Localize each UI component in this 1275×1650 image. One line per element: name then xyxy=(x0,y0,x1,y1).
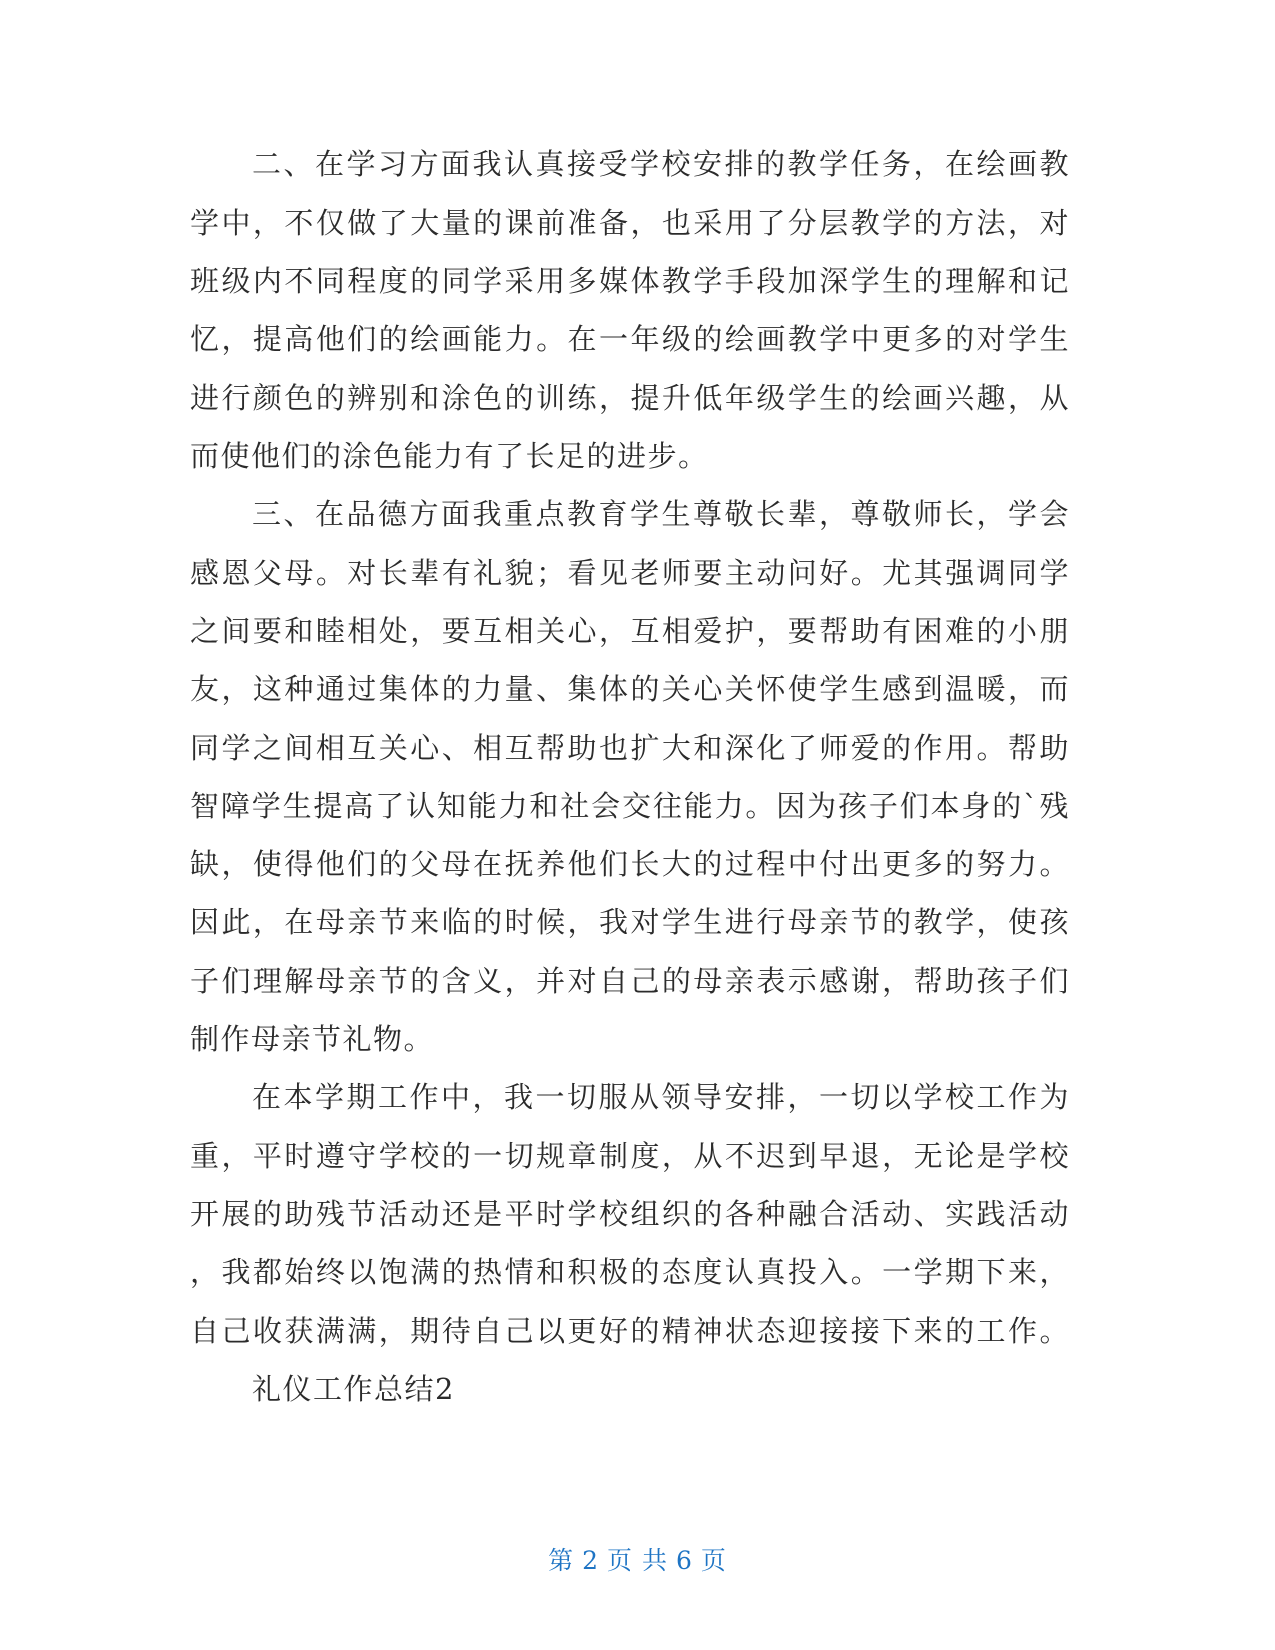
paragraph-4-line-2: 重，平时遵守学校的一切规章制度，从不迟到早退，无论是学校 xyxy=(190,1139,1070,1173)
paragraph-3-line-9: 子们理解母亲节的含义，并对自己的母亲表示感谢，帮助孩子们 xyxy=(190,964,1070,998)
paragraph-3-line-5: 同学之间相互关心、相互帮助也扩大和深化了师爱的作用。帮助 xyxy=(190,731,1070,765)
paragraph-3-line-4: 友，这种通过集体的力量、集体的关心关怀使学生感到温暖，而 xyxy=(190,672,1070,706)
footer-prefix: 第 xyxy=(548,1546,575,1575)
page-footer xyxy=(0,1546,1275,1576)
paragraph-3-line-10: 制作母亲节礼物。 xyxy=(190,1022,435,1056)
section-heading: 礼仪工作总结2 xyxy=(252,1372,455,1406)
paragraph-4-line-4: ，我都始终以饱满的热情和积极的态度认真投入。一学期下来， xyxy=(190,1255,1070,1289)
footer-current-page: 2 xyxy=(582,1546,600,1575)
paragraph-2-line-5: 进行颜色的辨别和涂色的训练，提升低年级学生的绘画兴趣，从 xyxy=(190,381,1070,415)
paragraph-4-line-5: 自己收获满满，期待自己以更好的精神状态迎接接下来的工作。 xyxy=(190,1314,1070,1348)
footer-suffix: 页 xyxy=(700,1546,727,1575)
paragraph-3-line-6: 智障学生提高了认知能力和社会交往能力。因为孩子们本身的`残 xyxy=(190,789,1070,823)
paragraph-3-line-3: 之间要和睦相处，要互相关心，互相爱护，要帮助有困难的小朋 xyxy=(190,614,1070,648)
paragraph-2-line-3: 班级内不同程度的同学采用多媒体教学手段加深学生的理解和记 xyxy=(190,264,1070,298)
footer-total-pages: 6 xyxy=(675,1546,693,1575)
footer-middle: 页 共 xyxy=(607,1546,668,1575)
paragraph-3-line-8: 因此，在母亲节来临的时候，我对学生进行母亲节的教学，使孩 xyxy=(190,905,1070,939)
paragraph-3-line-1: 三、在品德方面我重点教育学生尊敬长辈，尊敬师长，学会 xyxy=(252,497,1070,531)
paragraph-3-line-7: 缺，使得他们的父母在抚养他们长大的过程中付出更多的努力。 xyxy=(190,847,1070,881)
paragraph-3-line-2: 感恩父母。对长辈有礼貌；看见老师要主动问好。尤其强调同学 xyxy=(190,556,1070,590)
paragraph-2-line-6: 而使他们的涂色能力有了长足的进步。 xyxy=(190,439,709,473)
paragraph-2-line-4: 忆，提高他们的绘画能力。在一年级的绘画教学中更多的对学生 xyxy=(190,322,1070,356)
paragraph-2-line-2: 学中，不仅做了大量的课前准备，也采用了分层教学的方法，对 xyxy=(190,206,1070,240)
paragraph-4-line-3: 开展的助残节活动还是平时学校组织的各种融合活动、实践活动 xyxy=(190,1197,1070,1231)
paragraph-4-line-1: 在本学期工作中，我一切服从领导安排，一切以学校工作为 xyxy=(252,1080,1070,1114)
paragraph-2-line-1: 二、在学习方面我认真接受学校安排的教学任务，在绘画教 xyxy=(252,147,1070,181)
